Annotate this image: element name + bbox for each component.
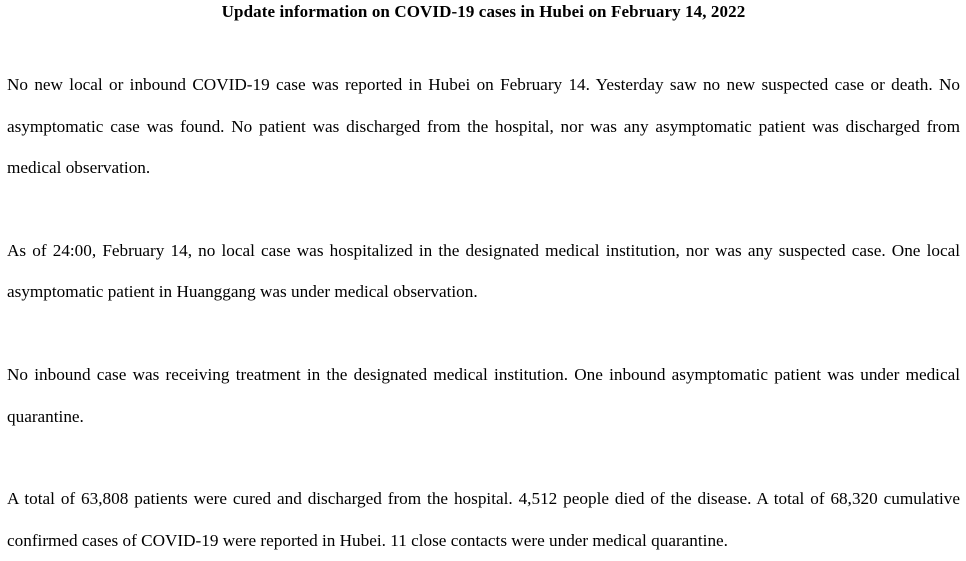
- paragraph-inbound: No inbound case was receiving treatment in the designated medical institution. One inbound asymptomatic patient was under medical quarantine.: [7, 364, 960, 426]
- paragraph-new-cases: No new local or inbound COVID-19 case was reported in Hubei on February 14. Yesterday saw no new suspected case or death. No asymptomatic case was found. No patient was discharged from the hospital, nor was any asymptomatic patient was discharged from medical observation.: [7, 75, 960, 178]
- document-title: Update information on COVID-19 cases in Hubei on February 14, 2022: [221, 2, 746, 21]
- paragraph-totals: A total of 63,808 patients were cured and discharged from the hospital. 4,512 people died of the disease. A total of 68,320 cumulative confirmed cases of COVID-19 were reported in Hubei. 11 close contacts were under medical quarantine.: [7, 489, 960, 550]
- paragraph-hospitalized: As of 24:00, February 14, no local case was hospitalized in the designated medical institution, nor was any suspected case. One local asymptomatic patient in Huanggang was under medical observation.: [7, 240, 960, 302]
